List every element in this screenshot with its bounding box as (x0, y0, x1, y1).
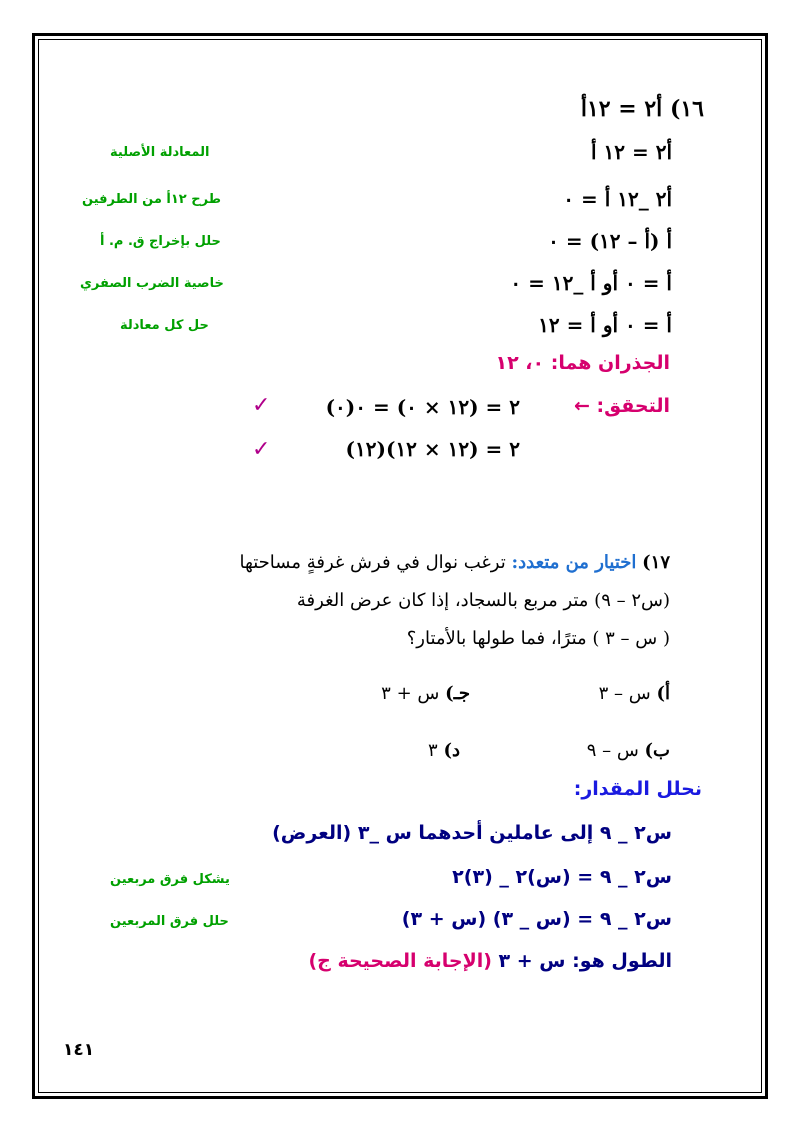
problem-17-number: ١٧) (642, 552, 670, 573)
step-3-note: حلل بإخراج ق. م. أ (100, 234, 221, 249)
solution-line-3: س٢ _ ٩ = (س _ ٣) (س + ٣) (401, 908, 672, 930)
step-1-equation: أ٢ = ١٢ أ (590, 140, 672, 164)
solution-line-2: س٢ _ ٩ = (س)٢ _ (٣)٢ (452, 866, 672, 888)
checkmark-icon: ✓ (252, 437, 271, 462)
step-5-equation: أ = ٠ أو أ = ١٢ (538, 313, 672, 337)
option-b: ب) س – ٩ (586, 740, 670, 761)
final-answer-choice: (الإجابة الصحيحة ج) (308, 950, 492, 972)
problem-17-line-2: (س٢ – ٩) متر مربع بالسجاد، إذا كان عرض الغرفة (296, 590, 670, 611)
problem-17-heading: اختيار من متعدد: (511, 552, 637, 573)
option-d: د) ٣ (428, 740, 460, 761)
problem-16-header: ١٦) أ٢ = ١٢أ (580, 96, 704, 122)
step-5-note: حل كل معادلة (120, 318, 209, 333)
step-1-note: المعادلة الأصلية (110, 145, 210, 160)
step-3-equation: أ (أ – ١٢) = ٠ (548, 229, 672, 253)
step-4-note: خاصية الضرب الصفري (80, 276, 224, 291)
verify-label: التحقق: ← (573, 395, 670, 417)
step-2-equation: أ٢ _١٢ أ = ٠ (563, 187, 672, 211)
final-answer-prefix: الطول هو: س + ٣ (498, 950, 672, 972)
option-c: جـ) س + ٣ (381, 683, 470, 704)
solution-note-3: حلل فرق المربعين (110, 914, 229, 929)
option-a: أ) س – ٣ (598, 683, 670, 704)
step-2-note: طرح ١٢أ من الطرفين (82, 192, 221, 207)
step-4-equation: أ = ٠ أو أ _١٢ = ٠ (510, 271, 672, 295)
checkmark-icon: ✓ (252, 393, 271, 418)
verify-equation-2: (١٢)٢ = (١٢ × ١٢) (345, 437, 520, 461)
solution-line-1: س٢ _ ٩ إلى عاملين أحدهما س _٣ (العرض) (272, 822, 672, 844)
roots-statement: الجذران هما: ٠، ١٢ (495, 352, 670, 374)
solution-title: نحلل المقدار: (573, 778, 702, 800)
page-number: ١٤١ (63, 1040, 95, 1060)
verify-equation-1: (٠)٢ = (١٢ × ٠) = ٠ (325, 395, 520, 419)
final-answer (308, 950, 672, 972)
solution-note-2: يشكل فرق مربعين (110, 872, 230, 887)
problem-17-line-1 (239, 552, 670, 573)
problem-17-text-1: ترغب نوال في فرش غرفةٍ مساحتها (239, 552, 506, 573)
problem-17-line-3: ( س – ٣ ) مترًا، فما طولها بالأمتار؟ (406, 628, 670, 649)
